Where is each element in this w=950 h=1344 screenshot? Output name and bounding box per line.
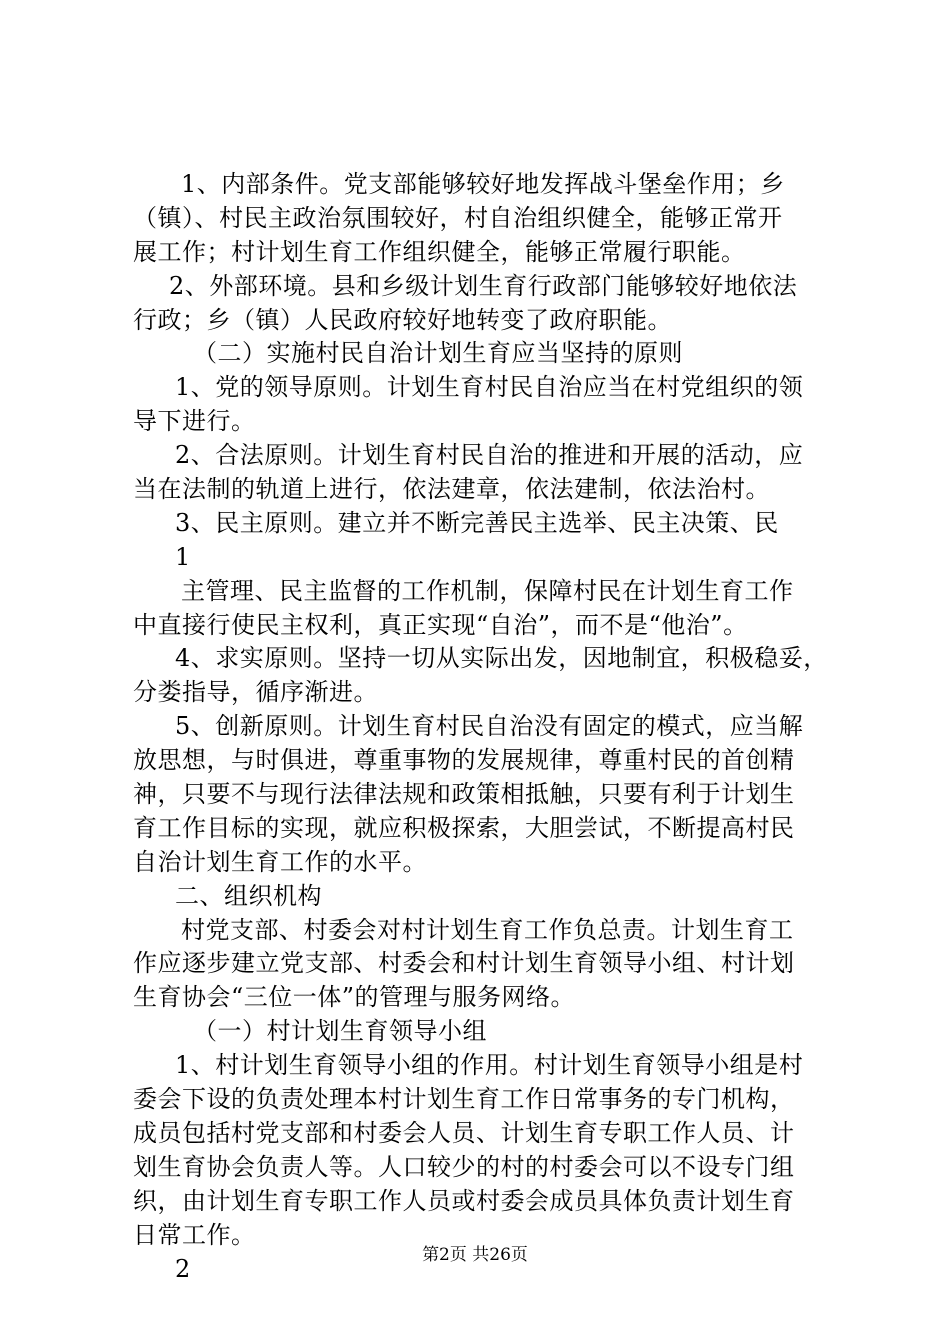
text-line: 神，只要不与现行法律法规和政策相抵触，只要有利于计划生 — [133, 780, 795, 809]
text-line: （二）实施村民自治计划生育应当坚持的原则 — [193, 339, 683, 368]
text-line: 当在法制的轨道上进行，依法建章，依法建制，依法治村。 — [133, 475, 770, 504]
text-line: 5、创新原则。计划生育村民自治没有固定的模式，应当解 — [175, 712, 804, 741]
text-line: 1、村计划生育领导小组的作用。村计划生育领导小组是村 — [175, 1051, 804, 1080]
text-line: 村党支部、村委会对村计划生育工作负总责。计划生育工 — [181, 915, 794, 944]
text-line: 2、外部环境。县和乡级计划生育行政部门能够较好地依法 — [169, 271, 798, 300]
text-line: 放思想，与时俱进，尊重事物的发展规律，尊重村民的首创精 — [133, 746, 795, 775]
section-heading: 二、组织机构 — [175, 881, 322, 910]
text-line: 作应逐步建立党支部、村委会和村计划生育领导小组、村计划 — [133, 949, 795, 978]
text-line: 4、求实原则。坚持一切从实际出发，因地制宜，积极稳妥， — [175, 644, 828, 673]
page-footer: 第2页 共26页 — [422, 1245, 528, 1265]
text-line: 成员包括村党支部和村委会人员、计划生育专职工作人员、计 — [133, 1118, 795, 1147]
text-line: 织，由计划生育专职工作人员或村委会成员具体负责计划生育 — [133, 1186, 795, 1215]
text-line: 2、合法原则。计划生育村民自治的推进和开展的活动，应 — [175, 441, 804, 470]
text-line: 生育协会“三位一体”的管理与服务网络。 — [133, 983, 576, 1012]
text-line: 1、内部条件。党支部能够较好地发挥战斗堡垒作用；乡 — [181, 170, 785, 198]
text-line: 1、党的领导原则。计划生育村民自治应当在村党组织的领 — [175, 373, 804, 402]
text-line: 展工作；村计划生育工作组织健全，能够正常履行职能。 — [133, 237, 746, 266]
text-line: 3、民主原则。建立并不断完善民主选举、民主决策、民 — [175, 508, 779, 537]
inline-page-number: 1 — [175, 542, 191, 571]
text-line: （镇）、村民主政治氛围较好，村自治组织健全，能够正常开 — [133, 203, 783, 232]
text-line: 委会下设的负责处理本村计划生育工作日常事务的专门机构， — [133, 1085, 795, 1114]
text-line: 主管理、民主监督的工作机制，保障村民在计划生育工作 — [181, 576, 794, 605]
text-line: 分娄指导，循序渐进。 — [133, 678, 378, 707]
text-line: 划生育协会负责人等。人口较少的村的村委会可以不设专门组 — [133, 1152, 795, 1181]
inline-page-number: 2 — [175, 1254, 191, 1283]
text-line: 行政；乡（镇）人民政府较好地转变了政府职能。 — [133, 305, 672, 334]
text-line: 日常工作。 — [133, 1220, 256, 1249]
document-body — [133, 168, 833, 1286]
text-line: 育工作目标的实现，就应积极探索，大胆尝试，不断提高村民 — [133, 813, 795, 842]
text-line: 导下进行。 — [133, 407, 256, 436]
text-line: 中直接行使民主权利，真正实现“自治”，而不是“他治”。 — [133, 610, 748, 639]
text-line: 自治计划生育工作的水平。 — [133, 847, 427, 876]
subsection-heading: （一）村计划生育领导小组 — [193, 1017, 487, 1046]
